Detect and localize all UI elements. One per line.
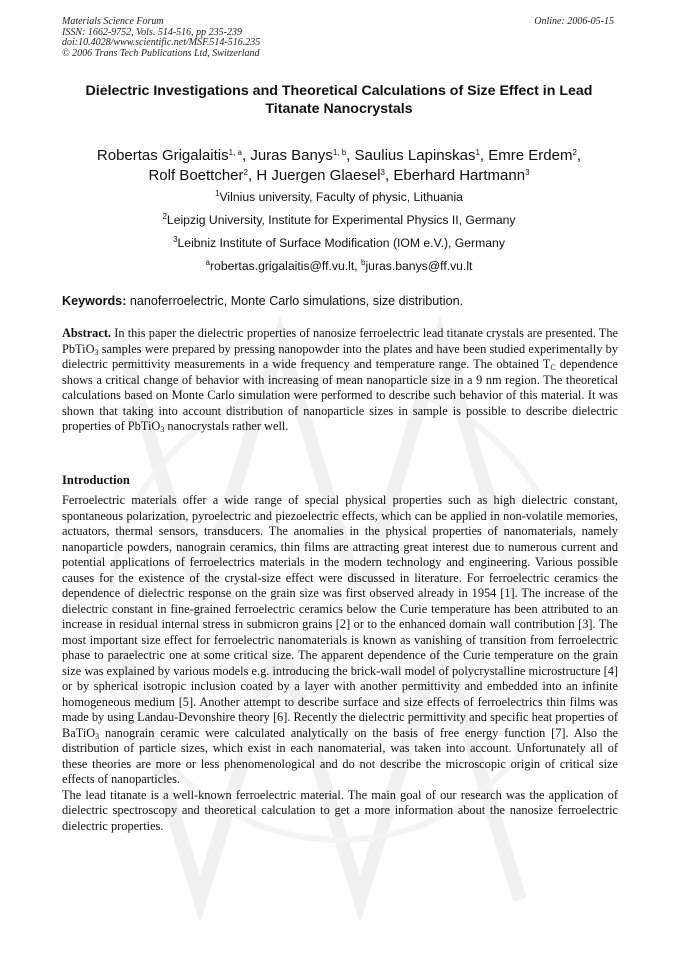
author-affiliation-mark: 3 — [380, 168, 385, 177]
author-affiliation-mark: 1 — [475, 148, 480, 157]
author-affiliation-mark: 1, a — [228, 148, 242, 157]
journal-name: Materials Science Forum — [62, 16, 164, 27]
author-list: Robertas Grigalaitis$^{1, a}$, Juras Banys$^{1, b}$, Saulius Lapinskas$^1$, Emre Erdem$^2$, Rolf Boettcher$^2$, H Juergen Glaesel$^3$, Eberhard Hartmann$^3$ — [96, 147, 582, 184]
author-emails: $^a$robertas.grigalaitis@ff.vu.lt, $^b$juras.banys@ff.vu.lt — [205, 258, 473, 273]
author-name: Emre Erdem — [488, 147, 573, 164]
keywords-text: nanoferroelectric, Monte Carlo simulations, size distribution. — [126, 294, 464, 308]
journal-header — [62, 17, 260, 59]
author-name: Rolf Boettcher — [148, 167, 244, 184]
keywords — [62, 293, 622, 309]
affiliation-3: $^3$Leibniz Institute of Surface Modification (IOM e.V.), Germany — [173, 235, 505, 250]
affiliation-1: $^1$Vilnius university, Faculty of physic, Lithuania — [215, 189, 463, 204]
section-heading-introduction: Introduction — [62, 473, 130, 487]
paragraph: The lead titanate is a well-known ferroelectric material. The main goal of our research was the application of dielectric spectroscopy and theoretical calculation to get a more information about the nanosize ferroelectric dielectric properties. — [62, 787, 618, 833]
introduction-body — [62, 493, 618, 834]
abstract-label: Abstract. — [62, 326, 112, 340]
issn-line: ISSN: 1662-9752, Vols. 514-516, pp 235-239 — [62, 26, 242, 38]
keywords-label: Keywords: — [62, 294, 127, 308]
online-date: Online: 2006-05-15 — [534, 16, 614, 27]
email-link[interactable]: juras.banys@ff.vu.lt — [365, 259, 473, 273]
author-name: Saulius Lapinskas — [354, 147, 476, 164]
abstract: Abstract. In this paper the dielectric properties of nanosize ferroelectric lead titanate crystals are presented. The PbTiO$_3$ samples were prepared by pressing nanopowder into the plates and have been studied experimentally by dielectric permittivity measurements in a wide frequency and temperature range. The obtained $T_C$ dependence shows a critical change of behavior with increasing of mean nanoparticle size in a 9 nm region. The theoretical calculations based on Monte Carlo simulation were performed to describe such behavior of this material. It was shown that taking into account distribution of nanoparticle sizes in sample is possible to describe dielectric properties of PbTiO$_3$ nanocrystals rather well. — [62, 326, 618, 434]
doi-line: doi:10.4028/www.scientific.net/MSF.514-516.235 — [62, 37, 261, 48]
author-name: Robertas Grigalaitis — [96, 147, 229, 164]
affiliation-2: $^2$Leipzig University, Institute for Experimental Physics II, Germany — [162, 212, 516, 227]
author-affiliation-mark: 3 — [525, 168, 530, 177]
author-name: H Juergen Glaesel — [256, 167, 381, 184]
paragraph: Ferroelectric materials offer a wide range of special physical properties such as high dielectric constant, spontaneous polarization, pyroelectric and piezoelectric effects, which can be applied in non-volatile memories, actuators, thermal sensors, transducers. The anomalies in the physical properties of nanomaterials, namely nanoparticle powders, nanograin ceramics, thin films are attracting great interest due to numerous current and potential applications of ferroelectrics materials in the modern technology and engineering. Various possible causes for the existence of the crystal-size effect were discussed in literature. For ferroelectric ceramics the dependence of dielectric response on the grain size was first observed already in 1954 [1]. The increase of the dielectric constant in fine-grained ferroelectric ceramics below the Curie temperature has been attributed to an increase in residual internal stress in submicron grains [2] or to the enhanced domain wall contribution [3]. The most important size effect for ferroelectric nanomaterials is known as vanishing of transition from ferroelectric phase to paraelectric one at some critical size. The apparent dependence of the Curie temperature on the grain size was explained by various models e.g. introducing the brick-wall model of polycrystalline microstructure [4] or by spherical isotropic inclusion coated by a layer with another permittivity and embedded into an infinite homogeneous medium [5]. Another attempt to describe surface and size effects of ferroelectrics thin films was made by using Landau-Devonshire theory [6]. Recently the dielectric permittivity and specific heat properties of BaTiO$_3$ nanograin ceramic were calculated analytically on the basis of free energy function [7]. Also the distribution of particle sizes, which exist in each nanomaterial, was taken into account. Unfortunately all of these theories are more or less phenomenological and do not describe the microscopic origin of critical size effects of nanoparticles. — [62, 493, 618, 786]
copyright-line: © 2006 Trans Tech Publications Ltd, Switzerland — [62, 47, 260, 59]
paper-title: Dielectric Investigations and Theoretical Calculations of Size Effect in Lead Titanate Nanocrystals — [85, 83, 593, 117]
author-affiliation-mark: 2 — [572, 148, 577, 157]
author-affiliation-mark: 1, b — [332, 148, 347, 157]
email-link[interactable]: robertas.grigalaitis@ff.vu.lt, — [209, 259, 361, 273]
author-name: Eberhard Hartmann — [393, 167, 526, 184]
author-affiliation-mark: 2 — [243, 168, 248, 177]
author-name: Juras Banys — [250, 147, 333, 164]
